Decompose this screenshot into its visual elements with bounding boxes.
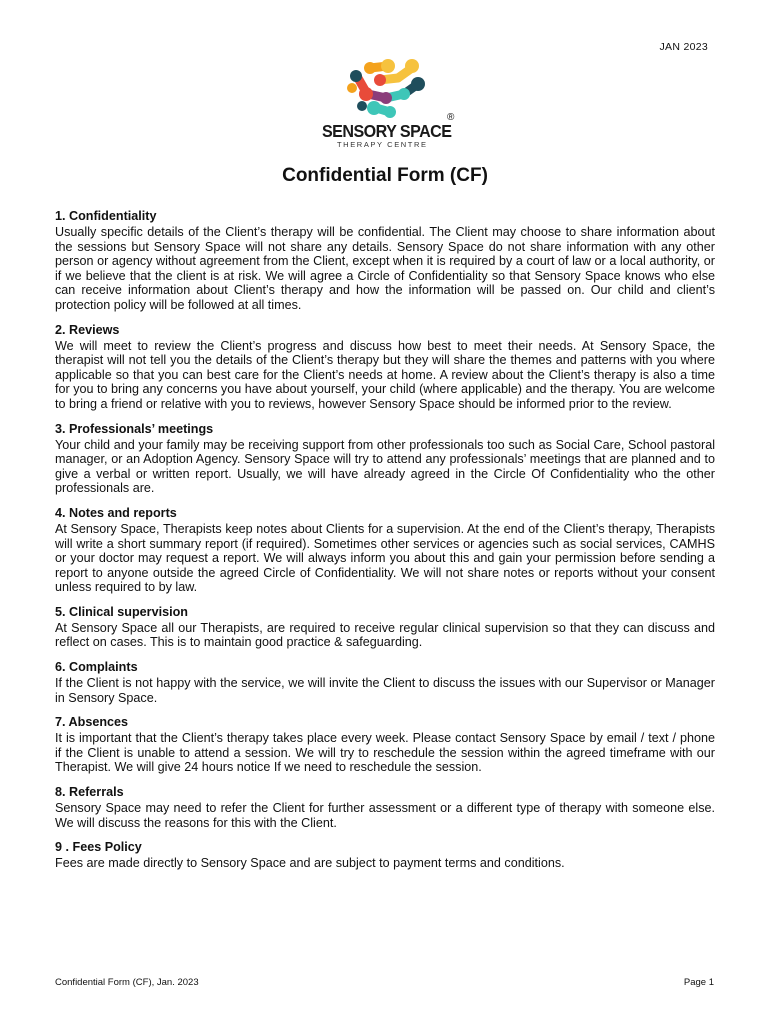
logo-wordmark: SENSORY SPACE bbox=[322, 121, 452, 141]
section-heading: 7. Absences bbox=[55, 715, 129, 730]
section-complaints bbox=[55, 659, 715, 705]
section-text: It is important that the Client’s therapy takes place every week. Please contact Sensory Space by email / text / phone if the Client is unable to attend a session. We will try to reschedule the session within the agreed timeframe with our Therapist. We will give 24 hours notice If we need to reschedule the session. bbox=[55, 731, 715, 775]
section-text: Usually specific details of the Client’s therapy will be confidential. The Client may choose to share information about the sessions but Sensory Space will not share any details. Sensory Space do not share information with any other person or agency without agreement from the Client, except when it is required by a court of law or a local authority, or if we believe that the client is at risk. We will agree a Circle of Confidentiality so that Sensory Space knows who else can receive information about Client’s therapy and how the information will be passed on. Our child and client’s protection policy will be followed at all times. bbox=[55, 225, 715, 312]
section-heading: 4. Notes and reports bbox=[55, 505, 177, 520]
section-text: At Sensory Space, Therapists keep notes about Clients for a supervision. At the end of the Client’s therapy, Therapists will write a short summary report (if required). Sometimes other services or agencies such as social services, CAMHS or your doctor may request a report. We will always inform you about this and gain your permission before sending a report to anyone outside the agreed Circle of Confidentiality. We will not share notes or reports without your consent unless required to by law. bbox=[55, 521, 715, 595]
page-title: Confidential Form (CF) bbox=[282, 165, 488, 186]
section-text: We will meet to review the Client’s progress and discuss how best to meet their needs. At Sensory Space, the therapist will not tell you the details of the Client’s therapy but they will share the themes and patterns with you where applicable so that you can best care for the Client’s needs at home. A review about the Client’s therapy is also a time for you to bring any concerns you have about yourself, your child (where applicable) and the therapy. You are welcome to bring a friend or relative with you to reviews, however Sensory Space should be informed prior to the review. bbox=[55, 338, 715, 411]
section-text: At Sensory Space all our Therapists, are required to receive regular clinical supervision so that they can discuss and reflect on cases. This is to maintain good practice & safeguarding. bbox=[55, 620, 715, 650]
section-text: Your child and your family may be receiving support from other professionals too such as Social Care, School pastoral manager, or an Adoption Agency. Sensory Space will try to attend any professionals’ meetings that are planned and to give a verbal or written report. Usually, we will have already agreed in the Circle Of Confidentiality who the other professionals are. bbox=[55, 437, 715, 496]
section-heading: 9 . Fees Policy bbox=[55, 840, 142, 855]
section-confidentiality bbox=[55, 208, 715, 313]
section-referrals bbox=[55, 784, 715, 830]
section-text: Sensory Space may need to refer the Client for further assessment or a different type of therapy with someone else. We will discuss the reasons for this with the Client. bbox=[55, 801, 715, 830]
document-body bbox=[55, 208, 715, 880]
logo-subtitle: THERAPY CENTRE bbox=[337, 140, 428, 149]
section-text: If the Client is not happy with the service, we will invite the Client to discuss the issues with our Supervisor or Manager in Sensory Space. bbox=[55, 676, 715, 705]
section-text: Fees are made directly to Sensory Space and are subject to payment terms and conditions. bbox=[55, 856, 565, 871]
section-professionals-meetings bbox=[55, 421, 715, 496]
section-heading: 8. Referrals bbox=[55, 785, 124, 800]
section-heading: 5. Clinical supervision bbox=[55, 604, 188, 619]
date-label: JAN 2023 bbox=[659, 41, 708, 53]
registered-mark: ® bbox=[447, 112, 455, 123]
section-heading: 6. Complaints bbox=[55, 660, 138, 675]
footer-page-number: Page 1 bbox=[683, 977, 714, 988]
section-reviews bbox=[55, 322, 715, 412]
section-heading: 2. Reviews bbox=[55, 322, 120, 337]
section-heading: 3. Professionals’ meetings bbox=[55, 421, 214, 436]
section-absences bbox=[55, 714, 715, 775]
section-notes-reports bbox=[55, 505, 715, 595]
section-clinical-supervision bbox=[55, 604, 715, 650]
section-fees-policy bbox=[55, 839, 715, 871]
footer-document-name: Confidential Form (CF), Jan. 2023 bbox=[55, 977, 199, 988]
section-heading: 1. Confidentiality bbox=[55, 209, 157, 223]
